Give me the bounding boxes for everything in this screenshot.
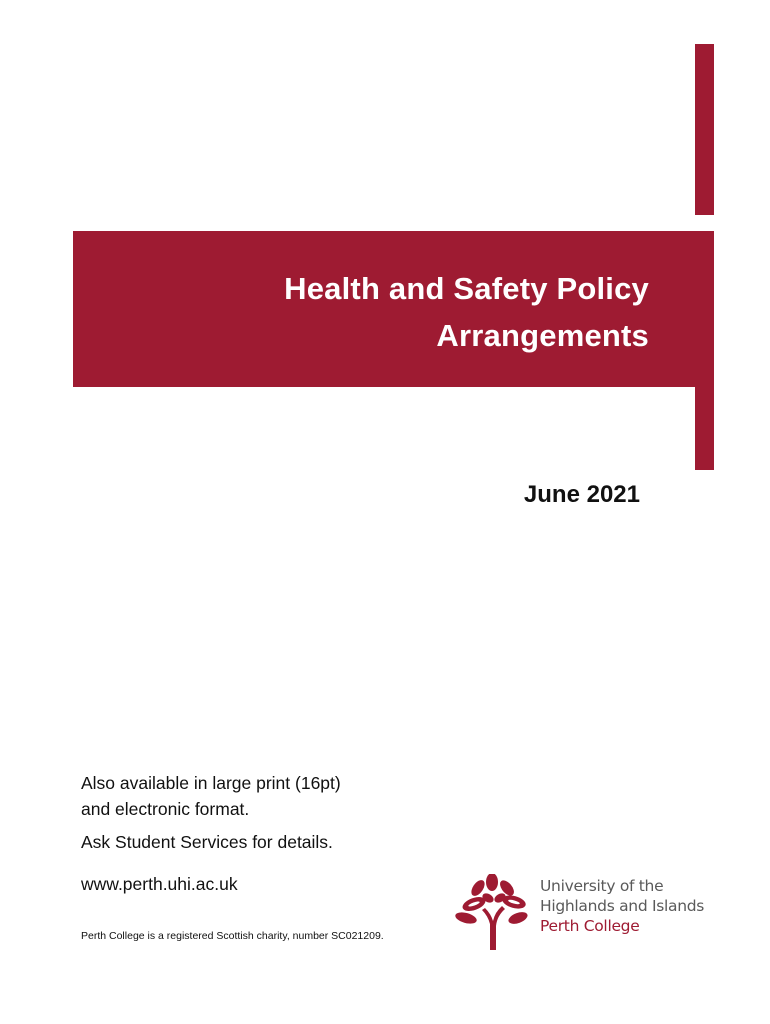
accent-bar-bottom (695, 387, 714, 470)
student-services-note: Ask Student Services for details. (81, 832, 333, 852)
accent-bar-top (695, 44, 714, 215)
website-link[interactable]: www.perth.uhi.ac.uk (81, 874, 238, 894)
logo-line-2: Highlands and Islands (540, 897, 705, 915)
logo-line-3: Perth College (540, 917, 640, 935)
document-date: June 2021 (523, 481, 640, 508)
logo-line-1: University of the (540, 877, 664, 895)
availability-line-2: and electronic format. (81, 799, 250, 819)
uhi-perth-college-logo (452, 872, 722, 952)
title-band (73, 231, 714, 387)
availability-note (81, 770, 341, 822)
document-subtitle: Arrangements (436, 318, 649, 353)
charity-note: Perth College is a registered Scottish charity, number SC021209. (81, 930, 384, 942)
availability-line-1: Also available in large print (16pt) (81, 773, 341, 793)
document-title: Health and Safety Policy (284, 271, 649, 306)
tree-icon (452, 874, 532, 950)
logo-wordmark (540, 876, 704, 936)
